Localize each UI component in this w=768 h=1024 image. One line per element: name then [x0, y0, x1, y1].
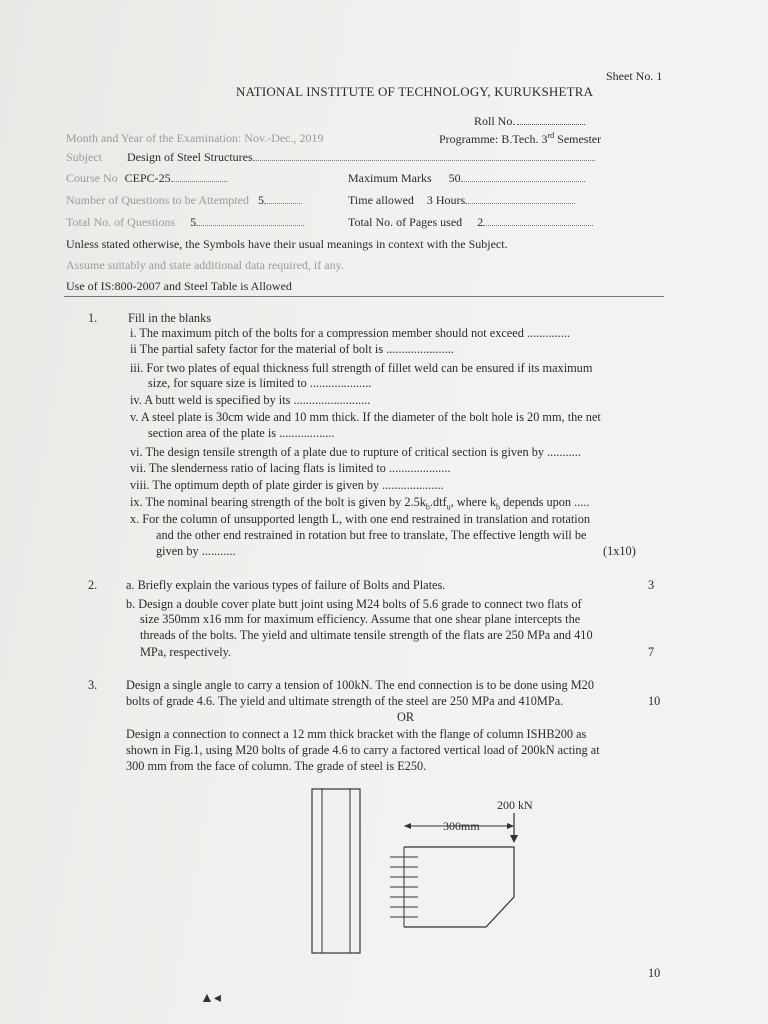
total-questions-row: Total No. of Questions 5	[66, 215, 304, 230]
bracket-connection-figure	[300, 785, 570, 955]
course-no-row: Course No CEPC-25	[66, 171, 227, 186]
dimension-arrow-left	[404, 823, 411, 829]
roll-number: Roll No.	[474, 114, 585, 129]
q1-item-x-c: given by ...........	[156, 544, 236, 558]
programme: Programme: B.Tech. 3rd Semester	[439, 131, 602, 146]
bracket-plate	[404, 847, 514, 927]
q3-line-5: 300 mm from the face of column. The grade of steel is E250.	[126, 759, 427, 773]
q1-item-v-b: section area of the plate is ..................	[148, 426, 335, 440]
q1-item-vi: vi. The design tensile strength of a plate due to rupture of critical section is given by ...........	[130, 445, 581, 459]
subject-row: Subject Design of Steel Structures	[66, 150, 595, 165]
q3-line-4: shown in Fig.1, using M20 bolts of grade 4.6 to carry a factored vertical load of 200kN acting at	[126, 743, 600, 757]
q2-part-b-4: MPa, respectively.	[140, 645, 232, 659]
scan-mark: ▲◂	[200, 991, 221, 1006]
load-label: 200 kN	[497, 798, 533, 812]
q1-item-x-a: x. For the column of unsupported length L, with one end restrained in translation and rotation	[130, 512, 591, 526]
exam-month-year: Month and Year of the Examination: Nov.-Dec., 2019	[66, 131, 324, 145]
q1-item-iii-a: iii. For two plates of equal thickness full strength of fillet weld can be ensured if its maximum	[130, 361, 593, 375]
q3-marks-second: 10	[648, 966, 661, 980]
questions-attempted-row: Number of Questions to be Attempted 5	[66, 193, 302, 208]
header-divider	[64, 296, 664, 297]
q3-marks-first: 10	[648, 694, 661, 708]
q3-number: 3.	[88, 678, 98, 692]
q3-line-3: Design a connection to connect a 12 mm thick bracket with the flange of column ISHB200 as	[126, 727, 587, 741]
q1-item-x-b: and the other end restrained in rotation but free to translate, The effective length will be	[156, 528, 587, 542]
q1-item-iv: iv. A butt weld is specified by its .........................	[130, 393, 371, 407]
dimension-label: 300mm	[443, 819, 480, 833]
q1-item-ii: ii The partial safety factor for the material of bolt is ......................	[130, 342, 454, 356]
q3-line-1: Design a single angle to carry a tension of 100kN. The end connection is to be done using M20	[126, 678, 594, 692]
q1-item-ix: ix. The nominal bearing strength of the bolt is given by $2.5k_b.dtf_u$, where $k_b$ depends upon .....	[130, 495, 590, 512]
q1-item-iii-b: size, for square size is limited to ....................	[148, 376, 372, 390]
total-pages-row: Total No. of Pages used 2	[348, 215, 593, 230]
max-marks-row: Maximum Marks 50	[348, 171, 585, 186]
q1-marks: (1x10)	[603, 544, 636, 558]
q1-title: Fill in the blanks	[128, 311, 212, 325]
dimension-arrow-right	[507, 823, 514, 829]
time-allowed-row: Time allowed 3 Hours	[348, 193, 575, 208]
q1-item-v-a: v. A steel plate is 30cm wide and 10 mm thick. If the diameter of the bolt hole is 20 mm, the net	[130, 410, 601, 424]
note-symbols: Unless stated otherwise, the Symbols have their usual meanings in context with the Subject.	[66, 237, 508, 251]
q3-or: OR	[397, 710, 415, 724]
q2-part-b-3: threads of the bolts. The yield and ultimate tensile strength of the flats are 250 MPa and 410	[140, 628, 593, 642]
q1-number: 1.	[88, 311, 98, 325]
load-arrow-head	[510, 835, 518, 843]
q2-part-b-2: size 350mm x16 mm for maximum efficiency. Assume that one shear plane intercepts the	[140, 612, 581, 626]
sheet-number: Sheet No. 1	[606, 69, 663, 83]
q2-part-b-1: b. Design a double cover plate butt joint using M24 bolts of 5.6 grade to connect two flats of	[126, 597, 582, 611]
q1-item-vii: vii. The slenderness ratio of lacing flats is limited to ....................	[130, 461, 451, 475]
q1-item-i: i. The maximum pitch of the bolts for a compression member should not exceed ..............	[130, 326, 570, 340]
q2-b-marks: 7	[648, 645, 655, 659]
q3-line-2: bolts of grade 4.6. The yield and ultimate strength of the steel are 250 MPa and 410MPa.	[126, 694, 564, 708]
institute-title: NATIONAL INSTITUTE OF TECHNOLOGY, KURUKSHETRA	[236, 84, 594, 99]
q2-part-a: a. Briefly explain the various types of failure of Bolts and Plates.	[126, 578, 446, 592]
note-assume: Assume suitably and state additional data required, if any.	[66, 258, 344, 272]
q1-item-viii: viii. The optimum depth of plate girder is given by ....................	[130, 478, 444, 492]
q2-a-marks: 3	[648, 578, 655, 592]
note-is-code: Use of IS:800-2007 and Steel Table is Allowed	[66, 279, 292, 293]
column-outline	[312, 789, 360, 953]
q2-number: 2.	[88, 578, 98, 592]
